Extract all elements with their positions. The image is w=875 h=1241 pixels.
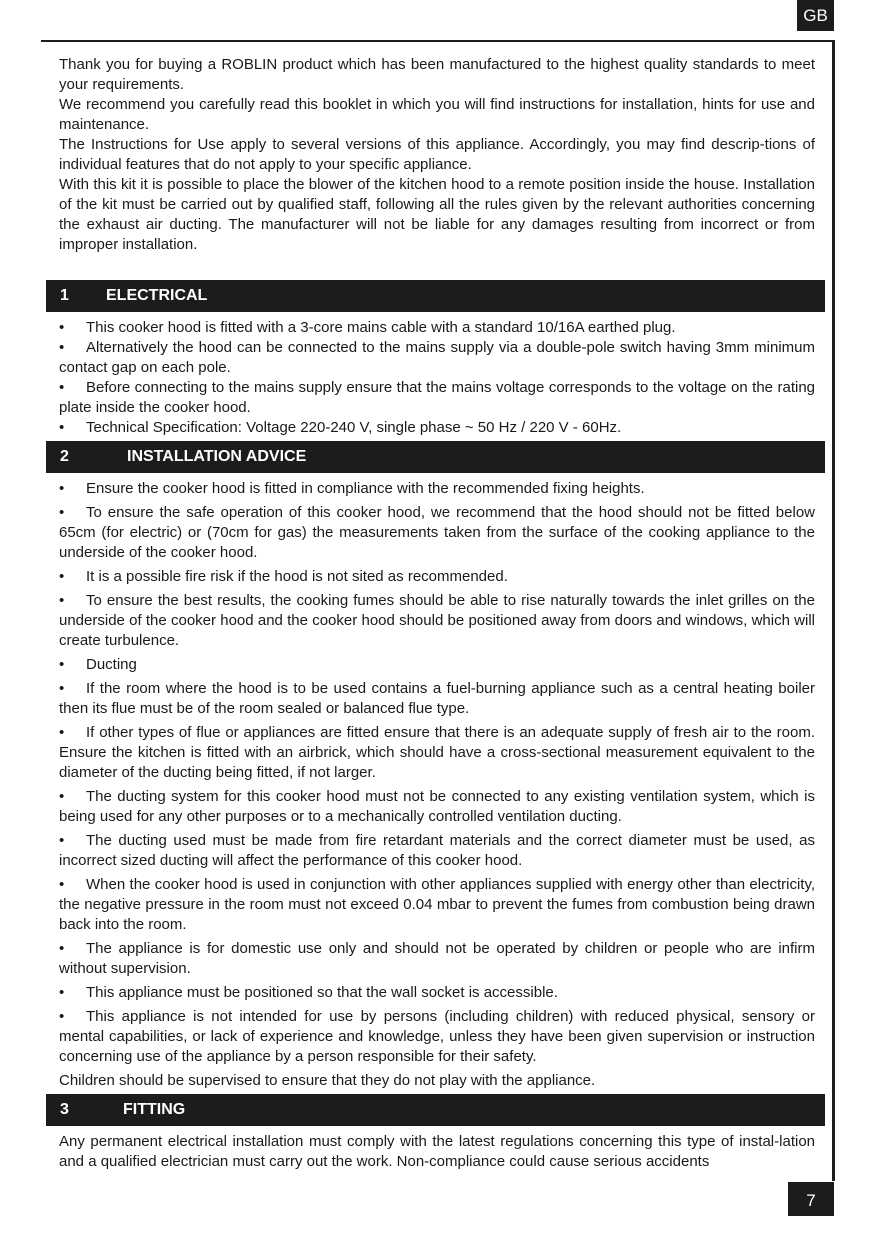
intro-paragraph: Thank you for buying a ROBLIN product which has been manufactured to the highest quality standards to meet your requirements. (59, 56, 815, 93)
list-item: • This appliance is not intended for use by persons (including children) with reduced physical, sensory or mental capabilities, or lack of experience and knowledge, unless they have been given supervision or instruction concerning use of the appliance by a person responsible for their safety. (59, 1008, 815, 1065)
fitting-text: Any permanent electrical installation must comply with the latest regulations concerning this type of instal-lation and a qualified electrician must carry out the work. Non-compliance could cause serious accidents (59, 1133, 815, 1170)
section-number: 3 (60, 1101, 69, 1118)
list-item: • When the cooker hood is used in conjunction with other appliances supplied with energy other than electricity, the negative pressure in the room must not exceed 0.04 mbar to prevent the fumes from combustion being drawn back into the room. (59, 876, 815, 933)
list-item: • Before connecting to the mains supply ensure that the mains voltage corresponds to the voltage on the rating plate inside the cooker hood. (59, 379, 815, 416)
intro-paragraph: The Instructions for Use apply to several versions of this appliance. Accordingly, you may find descrip-tions of individual features that do not apply to your specific appliance. (59, 136, 815, 173)
list-item: • It is a possible fire risk if the hood is not sited as recommended. (59, 568, 508, 585)
page-content (59, 55, 815, 1172)
list-item: • Technical Specification: Voltage 220-240 V, single phase ~ 50 Hz / 220 V - 60Hz. (59, 419, 622, 436)
list-item: • Ensure the cooker hood is fitted in compliance with the recommended fixing heights. (59, 480, 645, 497)
language-badge: GB (797, 0, 834, 31)
list-item: • If the room where the hood is to be used contains a fuel-burning appliance such as a central heating boiler then its flue must be of the room sealed or balanced flue type. (59, 680, 815, 717)
section-title: INSTALLATION ADVICE (127, 448, 307, 465)
page-number: 7 (788, 1182, 834, 1216)
list-item: • This appliance must be positioned so that the wall socket is accessible. (59, 984, 558, 1001)
section-number: 1 (60, 287, 69, 304)
section-header-electrical (46, 280, 825, 312)
section-number: 2 (60, 448, 69, 465)
list-item: • To ensure the best results, the cooking fumes should be able to rise naturally towards the inlet grilles on the underside of the cooker hood and the cooker hood should be positioned away from doors and windows, which will create turbulence. (59, 592, 815, 649)
section-title: FITTING (123, 1101, 186, 1118)
list-item: • Ducting (59, 656, 137, 673)
list-item: • The ducting used must be made from fire retardant materials and the correct diameter must be used, as incorrect sized ducting will affect the performance of this cooker hood. (59, 832, 815, 869)
list-item: • This cooker hood is fitted with a 3-core mains cable with a standard 10/16A earthed plug. (59, 319, 676, 336)
list-item: • If other types of flue or appliances are fitted ensure that there is an adequate supply of fresh air to the room. Ensure the kitchen is fitted with an airbrick, which should have a cross-sectional measurement equivalent to the diameter of the ducting being fitted, if not larger. (59, 724, 815, 781)
section-title: ELECTRICAL (106, 287, 208, 304)
frame-top-rule (41, 40, 835, 42)
section-header-installation-advice (46, 441, 825, 473)
intro-block (59, 55, 815, 255)
frame-right-rule (832, 40, 835, 1181)
electrical-list (59, 318, 815, 438)
list-item: • The appliance is for domestic use only and should not be operated by children or people who are infirm without supervision. (59, 940, 815, 977)
section-header-fitting (46, 1094, 825, 1126)
intro-paragraph: We recommend you carefully read this booklet in which you will find instructions for installation, hints for use and maintenance. (59, 96, 815, 133)
list-item: • Alternatively the hood can be connected to the mains supply via a double-pole switch having 3mm minimum contact gap on each pole. (59, 339, 815, 376)
installation-advice-list (59, 479, 815, 1091)
list-item: • To ensure the safe operation of this cooker hood, we recommend that the hood should not be fitted below 65cm (for electric) or (70cm for gas) the measurements taken from the surface of the cooking appliance to the underside of the cooker hood. (59, 504, 815, 561)
intro-paragraph: With this kit it is possible to place the blower of the kitchen hood to a remote position inside the house. Installation of the kit must be carried out by qualified staff, following all the rules given by the relevant authorities concerning the exhaust air ducting. The manufacturer will not be liable for any damages resulting from incorrect or from improper installation. (59, 176, 815, 253)
closing-note: Children should be supervised to ensure that they do not play with the appliance. (59, 1072, 596, 1089)
list-item: • The ducting system for this cooker hood must not be connected to any existing ventilation system, which is being used for any other purposes or to a mechanically controlled ventilation ducting. (59, 788, 815, 825)
